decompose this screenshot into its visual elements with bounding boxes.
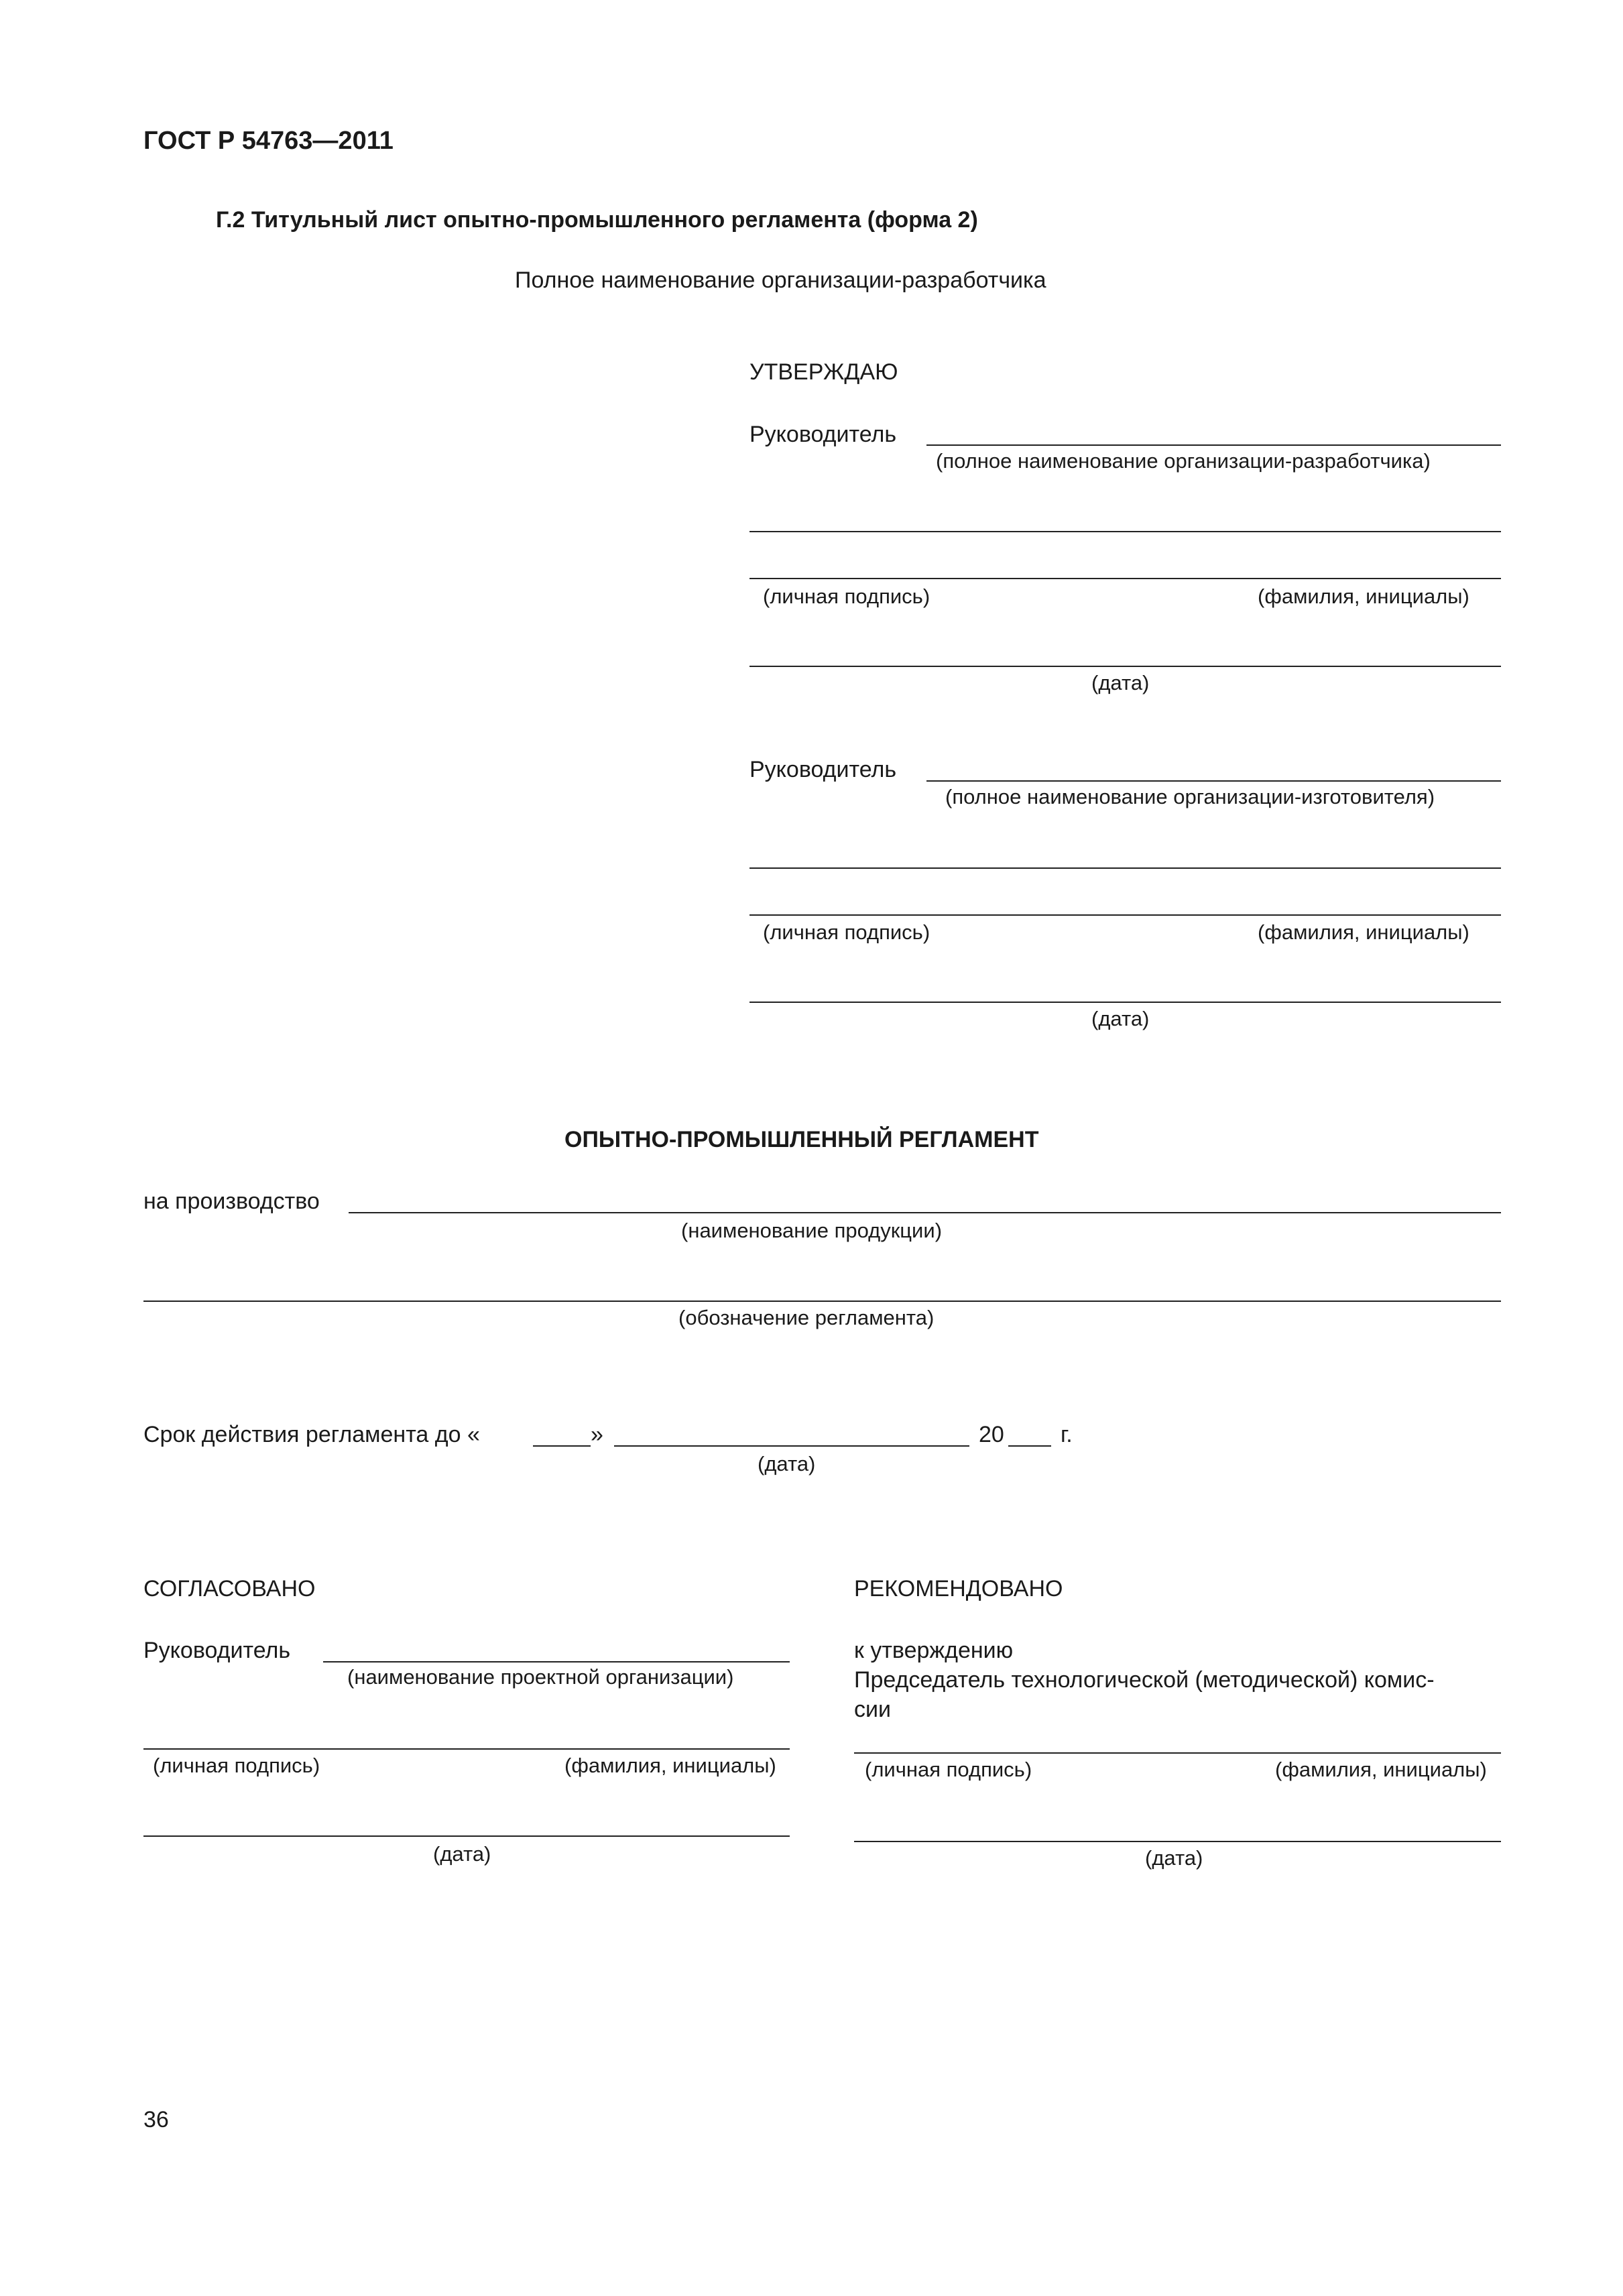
head1-date-line[interactable] xyxy=(749,666,1501,667)
agreed-title: СОГЛАСОВАНО xyxy=(143,1576,316,1602)
validity-year-prefix: 20 xyxy=(979,1422,1004,1447)
head1-org-line[interactable] xyxy=(926,444,1501,446)
head1-org-caption: (полное наименование организации-разработчика) xyxy=(936,449,1431,473)
recommended-line-2: Председатель технологической (методической) комис- xyxy=(854,1667,1435,1693)
recommended-signature-line[interactable] xyxy=(854,1752,1501,1754)
recommended-date-line[interactable] xyxy=(854,1841,1501,1842)
agreed-date-line[interactable] xyxy=(143,1835,790,1837)
agreed-org-caption: (наименование проектной организации) xyxy=(347,1665,734,1689)
validity-date-caption: (дата) xyxy=(758,1452,816,1475)
head1-signature-line[interactable] xyxy=(749,578,1501,579)
designation-caption: (обозначение регламента) xyxy=(678,1306,935,1329)
recommended-line-3: сии xyxy=(854,1697,891,1722)
recommended-line-1: к утверждению xyxy=(854,1638,1014,1663)
validity-month-line[interactable] xyxy=(614,1445,969,1447)
designation-line[interactable] xyxy=(143,1301,1501,1302)
page-number: 36 xyxy=(143,2107,169,2132)
validity-close-quote: » xyxy=(591,1422,603,1447)
recommended-name-caption: (фамилия, инициалы) xyxy=(1275,1758,1487,1781)
section-title: Г.2 Титульный лист опытно-промышленного регламента (форма 2) xyxy=(216,207,978,233)
head2-name-caption: (фамилия, инициалы) xyxy=(1258,920,1469,944)
head1-name-caption: (фамилия, инициалы) xyxy=(1258,585,1469,608)
head2-org-line-2[interactable] xyxy=(749,867,1501,869)
head2-date-caption: (дата) xyxy=(1091,1007,1150,1030)
head2-org-caption: (полное наименование организации-изготовителя) xyxy=(945,785,1435,808)
head2-org-line[interactable] xyxy=(926,780,1501,782)
product-name-line[interactable] xyxy=(349,1212,1501,1213)
recommended-date-caption: (дата) xyxy=(1145,1846,1203,1870)
approve-title: УТВЕРЖДАЮ xyxy=(749,359,898,385)
head1-signature-caption: (личная подпись) xyxy=(763,585,930,608)
agreed-date-caption: (дата) xyxy=(433,1842,491,1866)
for-production-label: на производство xyxy=(143,1189,320,1214)
head1-label: Руководитель xyxy=(749,422,897,447)
recommended-signature-caption: (личная подпись) xyxy=(865,1758,1032,1781)
validity-day-line[interactable] xyxy=(533,1445,591,1447)
agreed-head-label: Руководитель xyxy=(143,1638,291,1663)
organization-name-heading: Полное наименование организации-разработчика xyxy=(515,267,1046,293)
agreed-signature-line[interactable] xyxy=(143,1748,790,1750)
agreed-org-line[interactable] xyxy=(323,1661,790,1663)
recommended-title: РЕКОМЕНДОВАНО xyxy=(854,1576,1063,1602)
agreed-signature-caption: (личная подпись) xyxy=(153,1754,320,1777)
document-code: ГОСТ Р 54763—2011 xyxy=(143,127,394,155)
regulation-title: ОПЫТНО-ПРОМЫШЛЕННЫЙ РЕГЛАМЕНТ xyxy=(564,1127,1039,1152)
validity-year-suffix: г. xyxy=(1061,1422,1073,1447)
agreed-name-caption: (фамилия, инициалы) xyxy=(564,1754,776,1777)
head1-org-line-2[interactable] xyxy=(749,531,1501,532)
validity-text: Срок действия регламента до « xyxy=(143,1422,480,1447)
head2-signature-line[interactable] xyxy=(749,914,1501,916)
head2-signature-caption: (личная подпись) xyxy=(763,920,930,944)
product-caption: (наименование продукции) xyxy=(681,1219,943,1242)
head2-date-line[interactable] xyxy=(749,1002,1501,1003)
head1-date-caption: (дата) xyxy=(1091,671,1150,694)
head2-label: Руководитель xyxy=(749,757,897,782)
validity-year-line[interactable] xyxy=(1008,1445,1051,1447)
